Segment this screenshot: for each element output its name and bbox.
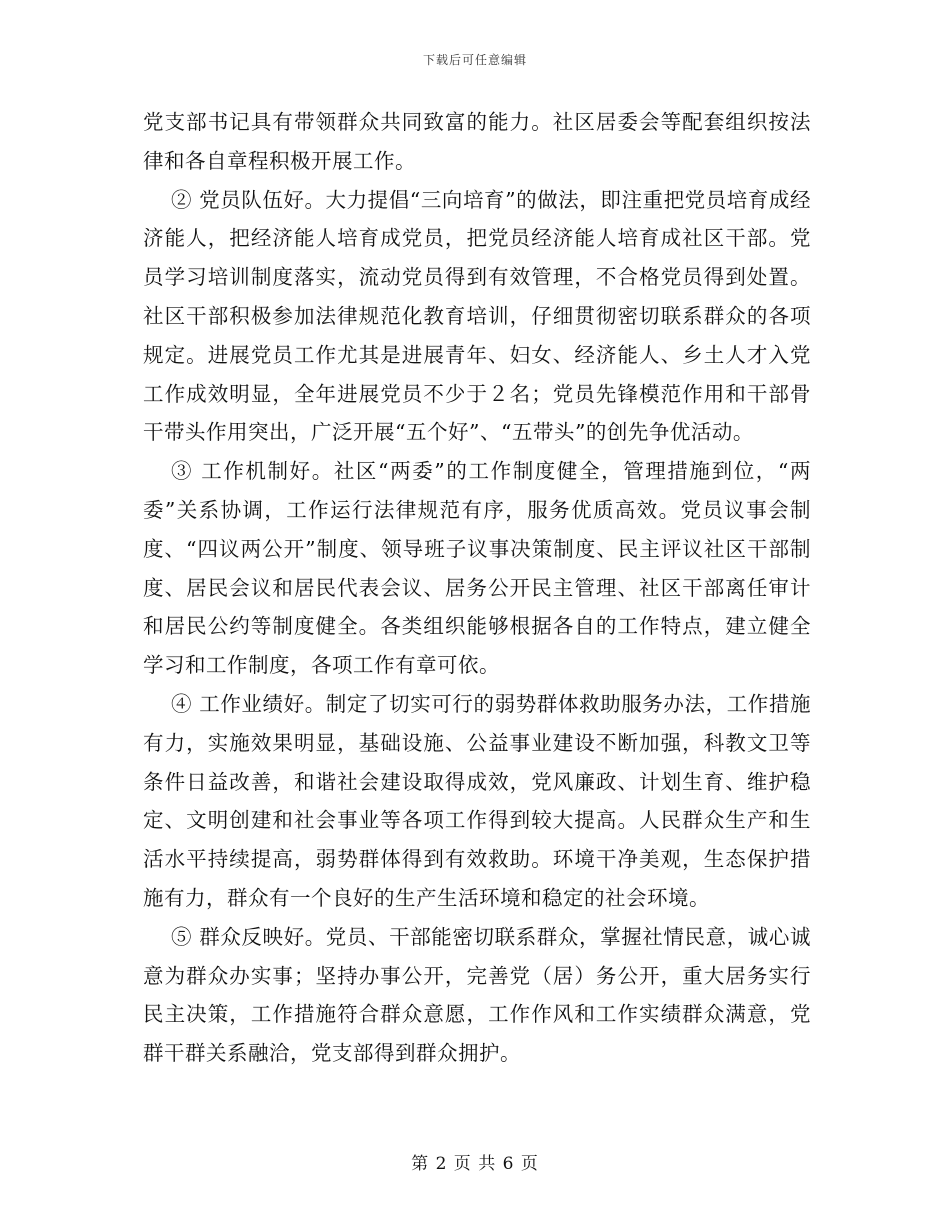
paragraph-work-mechanism: ③ 工作机制好。社区“两委”的工作制度健全，管理措施到位，“两委”关系协调，工作运行法律规范有序，服务优质高效。党员议事会制度、“四议两公开”制度、领导班子议事决策制度、民主评议社区干部制度、居民会议和居民代表会议、居务公开民主管理、社区干部离任审计和居民公约等制度健全。各类组织能够根据各自的工作特点，建立健全学习和工作制度，各项工作有章可依。 bbox=[143, 459, 811, 678]
paragraph-party-members: ② 党员队伍好。大力提倡“三向培育”的做法，即注重把党员培育成经济能人，把经济能人培育成党员，把党员经济能人培育成社区干部。党员学习培训制度落实，流动党员得到有效管理，不合格党员得到处置。社区干部积极参加法律规范化教育培训，仔细贯彻密切联系群众的各项规定。进展党员工作尤其是进展青年、妇女、经济能人、乡土人才入党工作成效明显，全年进展党员不少于２名；党员先锋模范作用和干部骨干带头作用突出，广泛开展“五个好”、“五带头”的创先争优活动。 bbox=[143, 187, 811, 445]
page-number: 第 2 页 共 6 页 bbox=[411, 1154, 539, 1174]
paragraph-work-performance: ④ 工作业绩好。制定了切实可行的弱势群体救助服务办法，工作措施有力，实施效果明显，基础设施、公益事业建设不断加强，科教文卫等条件日益改善，和谐社会建设取得成效，党风廉政、计划生育、维护稳定、文明创建和社会事业等各项工作得到较大提高。人民群众生产和生活水平持续提高，弱势群体得到有效救助。环境干净美观，生态保护措施有力，群众有一个良好的生产生活环境和稳定的社会环境。 bbox=[143, 691, 811, 910]
document-body bbox=[143, 103, 811, 1073]
page-header-note: 下载后可任意编辑 bbox=[422, 53, 527, 67]
paragraph-continuation: 党支部书记具有带领群众共同致富的能力。社区居委会等配套组织按法律和各自章程积极开展工作。 bbox=[143, 110, 811, 173]
paragraph-public-feedback: ⑤ 群众反映好。党员、干部能密切联系群众，掌握社情民意，诚心诚意为群众办实事；坚持办事公开，完善党（居）务公开，重大居务实行民主决策，工作措施符合群众意愿，工作作风和工作实绩群众满意，党群干群关系融洽，党支部得到群众拥护。 bbox=[143, 924, 811, 1066]
